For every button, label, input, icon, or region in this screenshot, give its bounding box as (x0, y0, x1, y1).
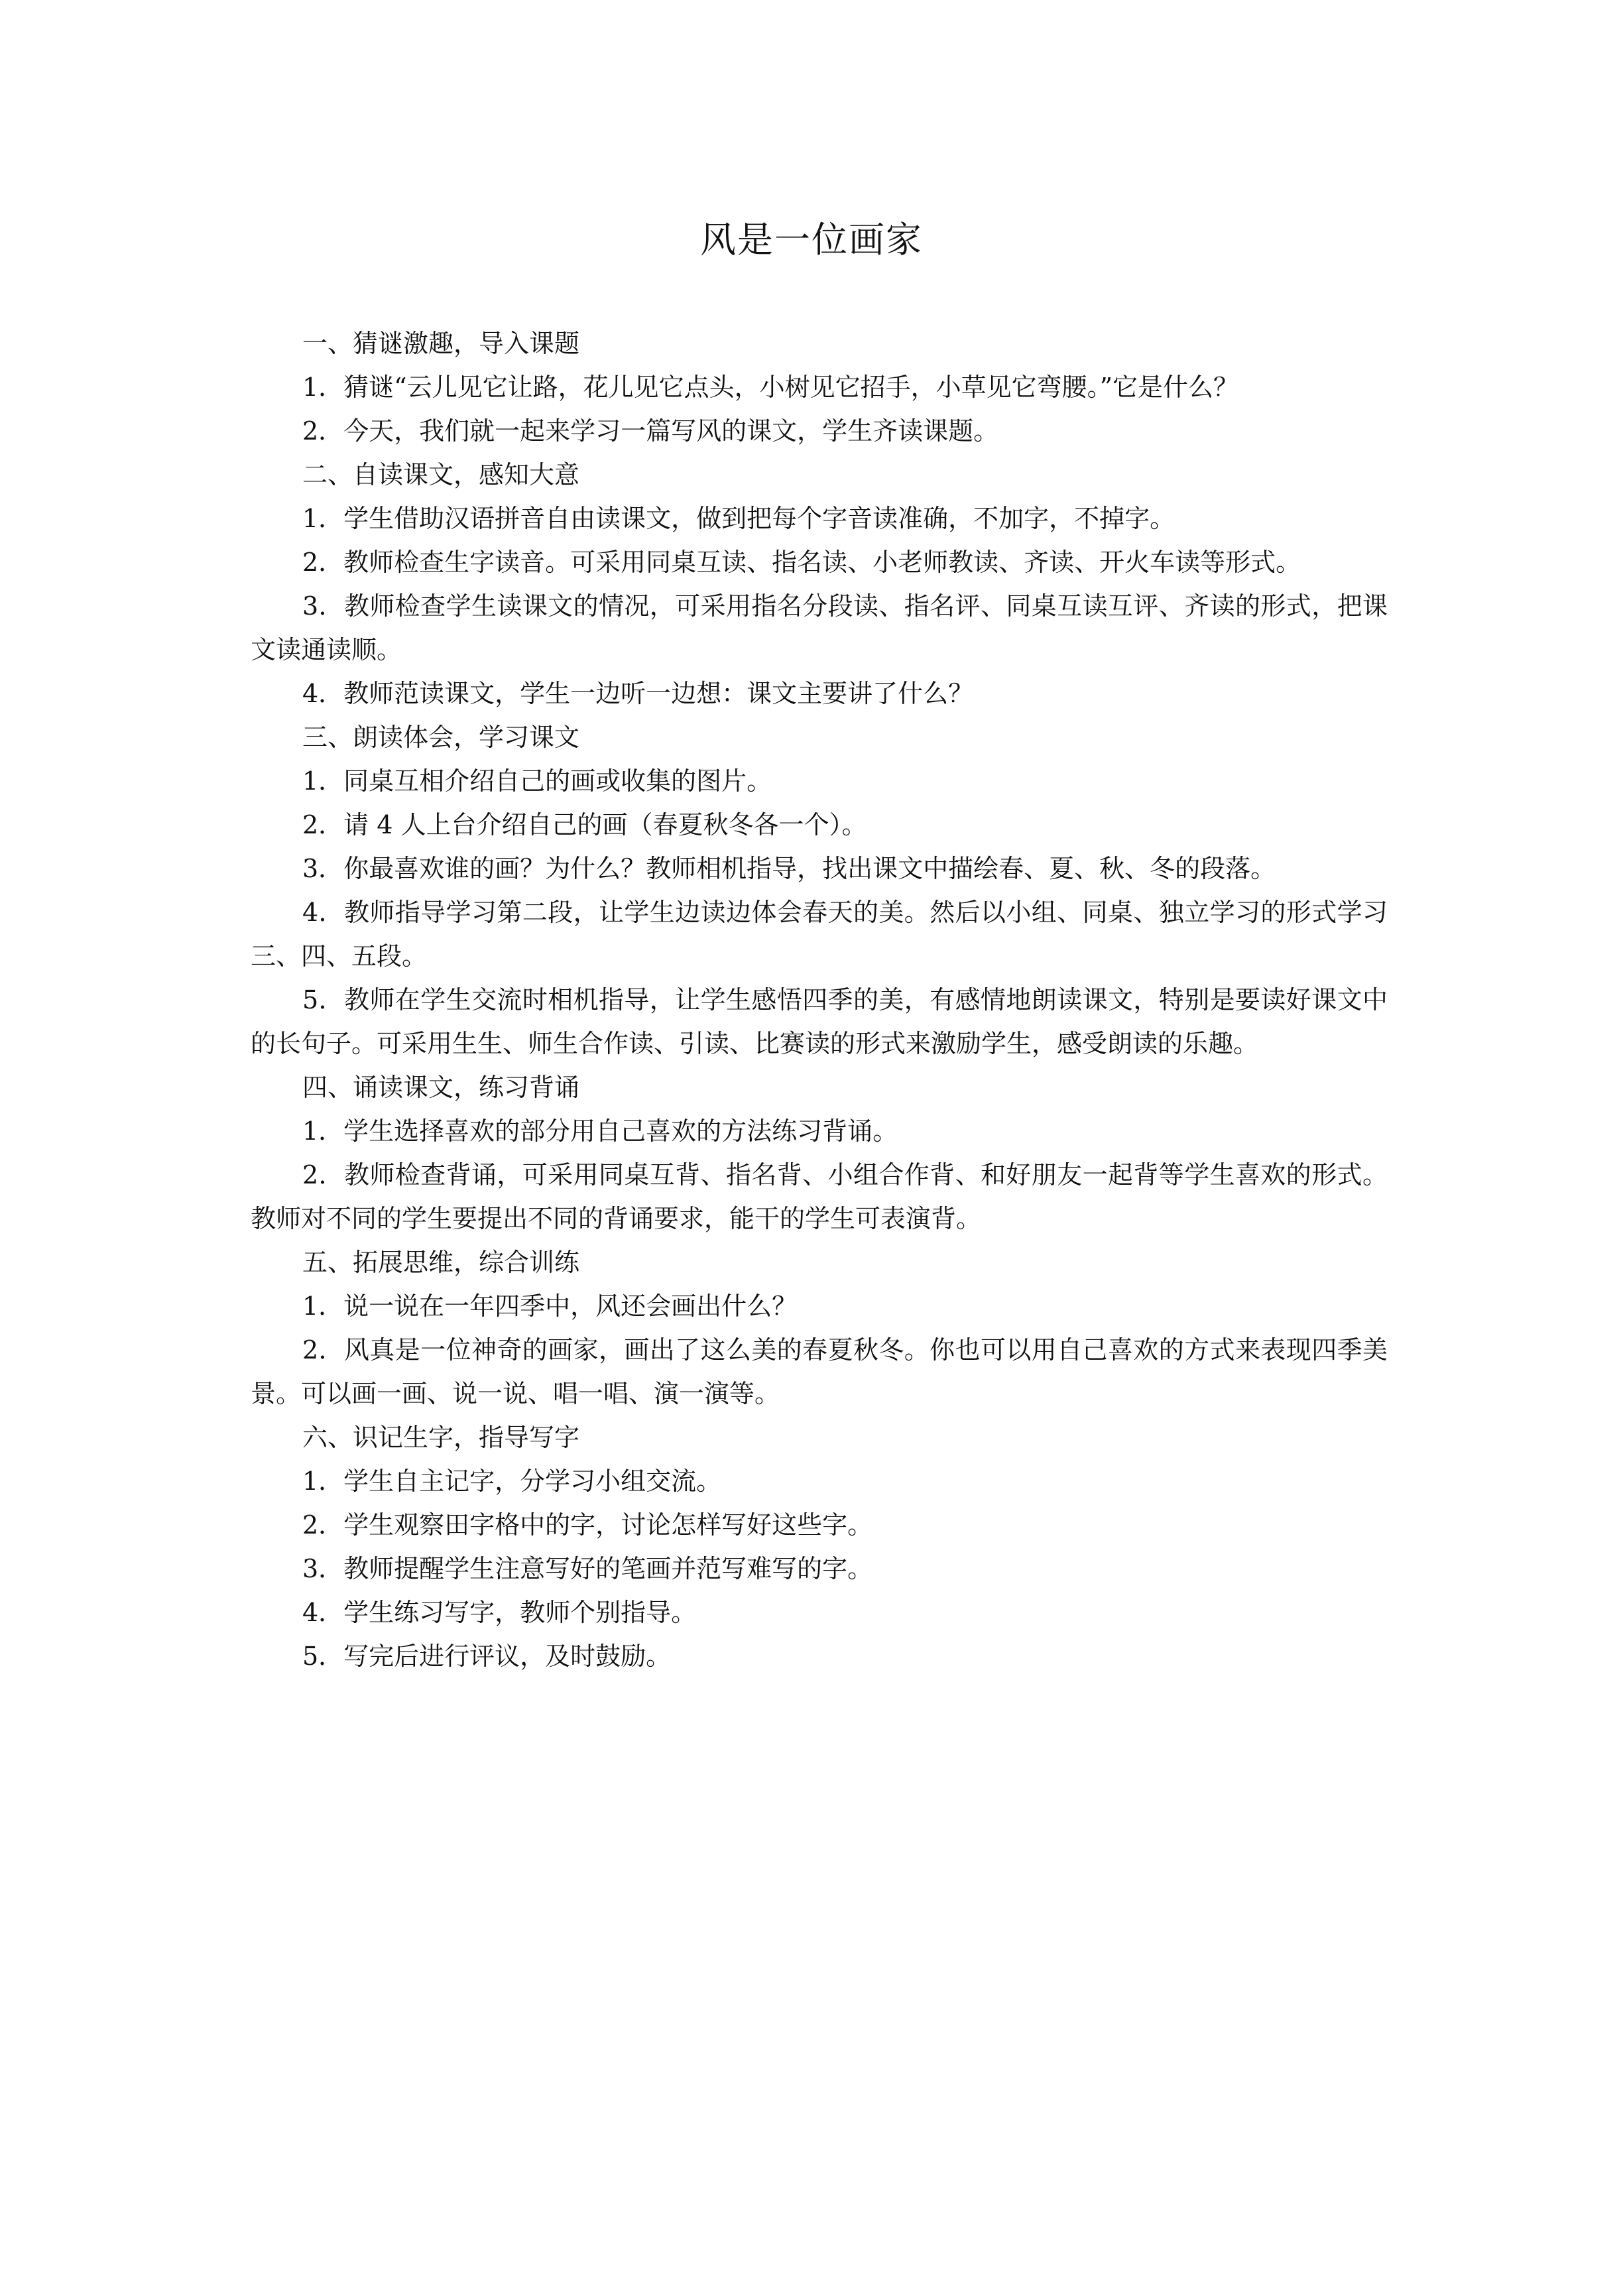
paragraph: 4．教师范读课文，学生一边听一边想：课文主要讲了什么？ (302, 679, 974, 708)
paragraph: 3．你最喜欢谁的画？为什么？教师相机指导，找出课文中描绘春、夏、秋、冬的段落。 (302, 854, 1276, 883)
paragraph: 3．教师提醒学生注意写好的笔画并范写难写的字。 (302, 1554, 873, 1583)
paragraph: 3．教师检查学生读课文的情况，可采用指名分段读、指名评、同桌互读互评、齐读的形式，把课文读通读顺。 (251, 591, 1388, 664)
paragraph: 2．学生观察田字格中的字，讨论怎样写好这些字。 (302, 1510, 873, 1540)
paragraph: 4．学生练习写字，教师个别指导。 (302, 1598, 697, 1627)
document-title: 风是一位画家 (700, 219, 923, 261)
section-heading: 二、自读课文，感知大意 (302, 460, 580, 489)
paragraph: 5．写完后进行评议，及时鼓励。 (302, 1642, 672, 1671)
paragraph: 1．猜谜“云儿见它让路，花儿见它点头，小树见它招手，小草见它弯腰。”它是什么？ (302, 373, 1239, 402)
paragraph: 2．教师检查生字读音。可采用同桌互读、指名读、小老师教读、齐读、开火车读等形式。 (302, 548, 1301, 577)
section-heading: 六、识记生字，指导写字 (302, 1423, 580, 1452)
section-heading: 一、猜谜激趣，导入课题 (302, 329, 580, 358)
paragraph: 1．同桌互相介绍自己的画或收集的图片。 (302, 766, 772, 796)
paragraph: 2．请 4 人上台介绍自己的画（春夏秋冬各一个）。 (302, 810, 867, 839)
section-heading: 五、拓展思维，综合训练 (302, 1248, 580, 1277)
paragraph: 1．学生借助汉语拼音自由读课文，做到把每个字音读准确，不加字，不掉字。 (302, 504, 1175, 533)
paragraph: 5．教师在学生交流时相机指导，让学生感悟四季的美，有感情地朗读课文，特别是要读好课文中的长句子。可采用生生、师生合作读、引读、比赛读的形式来激励学生，感受朗读的乐趣。 (251, 985, 1388, 1058)
section-heading: 四、诵读课文，练习背诵 (302, 1073, 580, 1102)
paragraph: 1．学生自主记字，分学习小组交流。 (302, 1467, 722, 1496)
paragraph: 4．教师指导学习第二段，让学生边读边体会春天的美。然后以小组、同桌、独立学习的形式学习三、四、五段。 (251, 898, 1388, 971)
paragraph: 2．教师检查背诵，可采用同桌互背、指名背、小组合作背、和好朋友一起背等学生喜欢的形式。教师对不同的学生要提出不同的背诵要求，能干的学生可表演背。 (251, 1160, 1388, 1233)
paragraph: 2．今天，我们就一起来学习一篇写风的课文，学生齐读课题。 (302, 416, 999, 446)
document-body (251, 322, 1388, 1678)
paragraph: 1．说一说在一年四季中，风还会画出什么？ (302, 1292, 798, 1321)
paragraph: 2．风真是一位神奇的画家，画出了这么美的春夏秋冬。你也可以用自己喜欢的方式来表现四季美景。可以画一画、说一说、唱一唱、演一演等。 (251, 1335, 1388, 1408)
section-heading: 三、朗读体会，学习课文 (302, 723, 580, 752)
paragraph: 1．学生选择喜欢的部分用自己喜欢的方法练习背诵。 (302, 1117, 898, 1146)
